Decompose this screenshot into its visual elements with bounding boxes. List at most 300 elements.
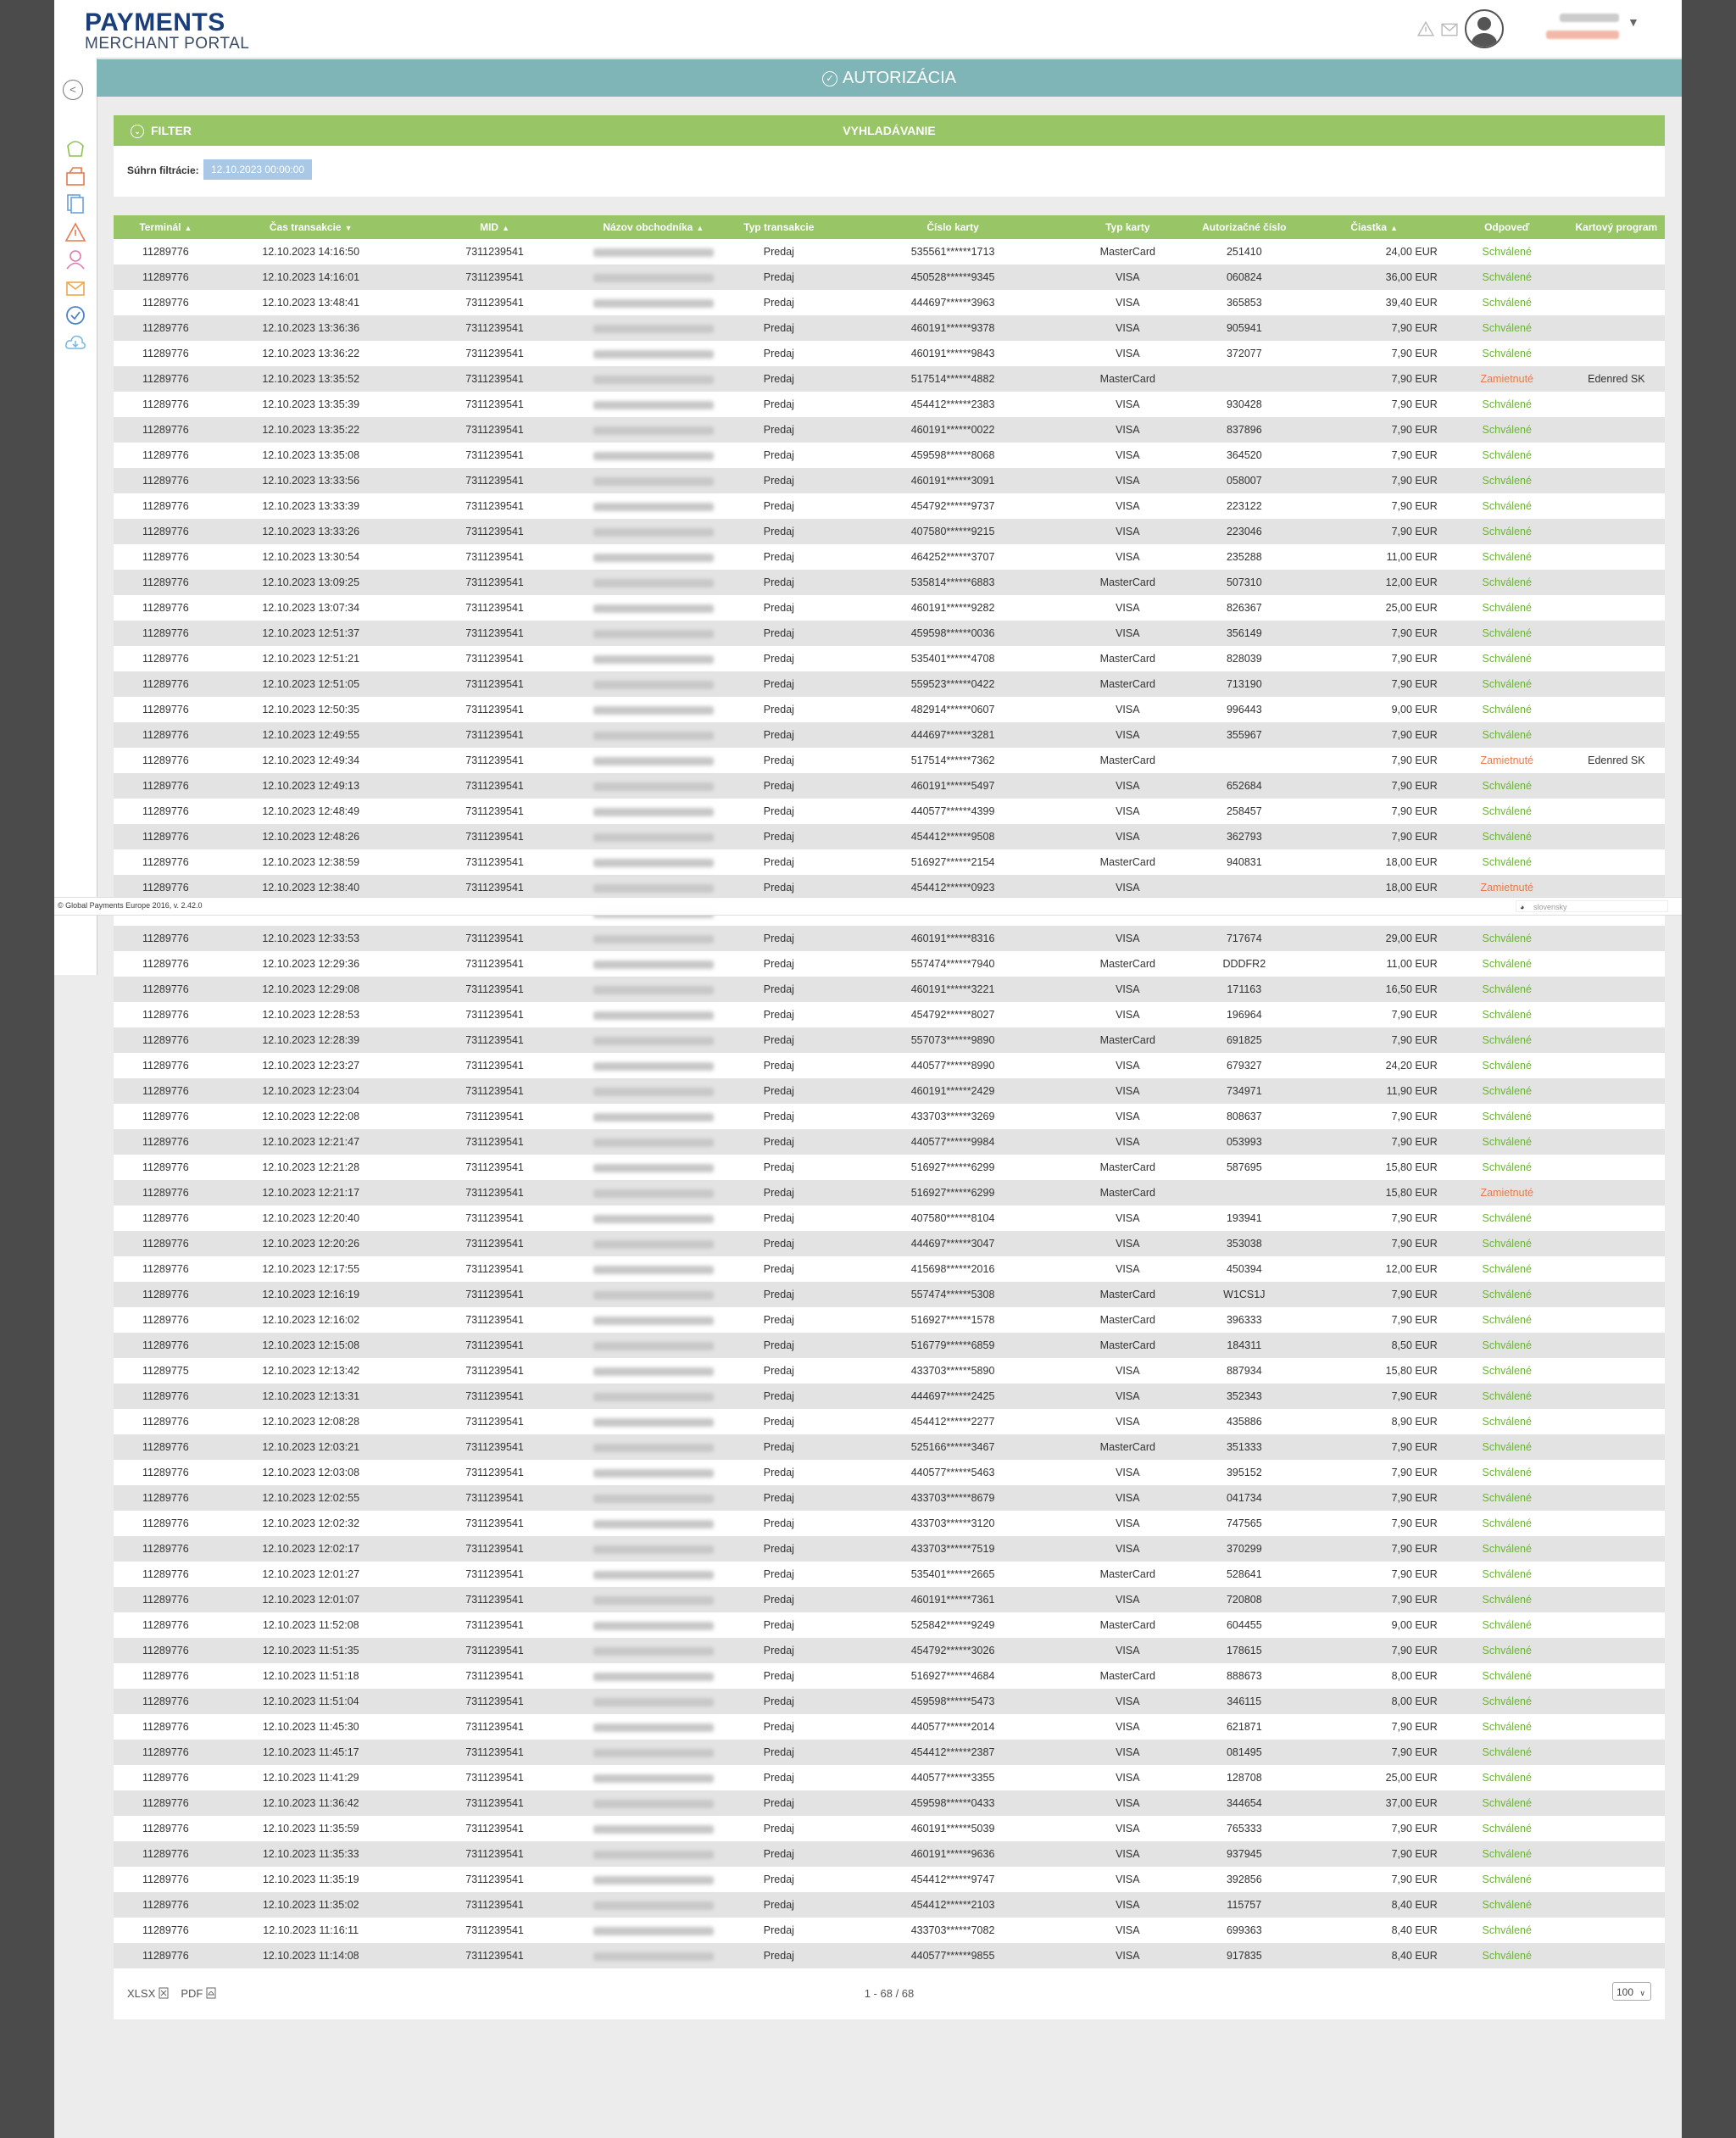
table-row[interactable] (114, 1562, 1665, 1587)
column-header-mid[interactable]: MID ▲ (404, 215, 586, 239)
table-row[interactable] (114, 849, 1665, 875)
table-row[interactable] (114, 1333, 1665, 1358)
cell-merchant (585, 799, 721, 824)
cell-time: 12.10.2023 12:38:40 (218, 875, 404, 900)
cell-terminal: 11289776 (114, 1027, 218, 1053)
table-row[interactable] (114, 926, 1665, 951)
cell-type: Predaj (763, 602, 794, 614)
cell-card-type: VISA (1116, 602, 1140, 614)
cell-terminal: 11289776 (114, 1434, 218, 1460)
cell-terminal: 11289776 (114, 977, 218, 1002)
table-row[interactable] (114, 977, 1665, 1002)
bottom-bar (54, 897, 1682, 916)
column-header-card-number[interactable]: Číslo karty (837, 215, 1070, 239)
cell-card-type: VISA (1070, 773, 1187, 799)
cell-terminal: 11289776 (142, 805, 189, 817)
cell-response: Schválené (1482, 653, 1532, 665)
cell-amount: 7,90 EUR (1303, 468, 1446, 493)
cell-time: 12.10.2023 12:22:08 (262, 1111, 360, 1122)
filter-chip-date[interactable]: 12.10.2023 00:00:00 (203, 159, 312, 180)
cell-card-type: VISA (1116, 1212, 1140, 1224)
cell-time: 12.10.2023 12:51:21 (262, 653, 360, 665)
cell-amount: 37,00 EUR (1303, 1790, 1446, 1816)
cell-card-type: VISA (1070, 1587, 1187, 1612)
cell-amount: 11,00 EUR (1386, 958, 1438, 970)
cell-terminal: 11289776 (114, 1485, 218, 1511)
cell-terminal: 11289776 (142, 1517, 189, 1529)
cell-time: 12.10.2023 12:20:26 (218, 1231, 404, 1256)
cell-amount: 7,90 EUR (1391, 653, 1438, 665)
cell-time: 12.10.2023 12:21:28 (262, 1161, 360, 1173)
cell-mid: 7311239541 (404, 1943, 586, 1968)
cell-card-number: 460191******0022 (837, 417, 1070, 443)
table-row[interactable] (114, 1892, 1665, 1918)
table-row[interactable] (114, 1536, 1665, 1562)
cell-card-program (1568, 1867, 1665, 1892)
table-row[interactable] (114, 1841, 1665, 1867)
documents-icon[interactable] (64, 193, 86, 214)
cell-type: Predaj (721, 1943, 836, 1968)
cell-terminal: 11289776 (114, 519, 218, 544)
cell-response: Schválené (1446, 977, 1568, 1002)
table-row[interactable] (114, 366, 1665, 392)
cell-type: Predaj (721, 1333, 836, 1358)
column-header-time[interactable]: Čas transakcie ▼ (218, 215, 404, 239)
table-row[interactable] (114, 290, 1665, 315)
table-row[interactable] (114, 1867, 1665, 1892)
sort-up-icon[interactable]: ▲ (502, 224, 510, 232)
cell-auth-code: 747565 (1226, 1517, 1262, 1529)
cell-card-type: VISA (1070, 1740, 1187, 1765)
table-row[interactable] (114, 468, 1665, 493)
merchant-name-redacted (593, 1266, 714, 1274)
table-row[interactable] (114, 1409, 1665, 1434)
column-header-response[interactable]: Odpoveď (1446, 215, 1568, 239)
table-row[interactable] (114, 392, 1665, 417)
cell-merchant (585, 1740, 721, 1765)
table-row[interactable] (114, 1790, 1665, 1816)
sort-down-icon[interactable]: ▼ (344, 224, 353, 232)
cell-card-number: 440577******9984 (837, 1129, 1070, 1155)
chevron-down-icon[interactable]: ▼ (1628, 15, 1639, 29)
merchant-name-redacted (593, 782, 714, 791)
cell-mid: 7311239541 (465, 449, 524, 461)
sort-up-icon[interactable]: ▲ (184, 224, 192, 232)
cell-response: Schválené (1482, 1823, 1532, 1835)
cell-auth-code: 041734 (1186, 1485, 1303, 1511)
cell-response: Schválené (1446, 1282, 1568, 1307)
cell-terminal: 11289776 (114, 1689, 218, 1714)
cell-mid: 7311239541 (465, 1772, 524, 1784)
table-row[interactable] (114, 1307, 1665, 1333)
cell-merchant (585, 697, 721, 722)
cell-response: Schválené (1482, 246, 1532, 258)
cell-time: 12.10.2023 13:33:56 (218, 468, 404, 493)
cell-mid: 7311239541 (465, 1467, 524, 1478)
column-header-card-type[interactable]: Typ karty (1070, 215, 1187, 239)
cell-merchant (585, 315, 721, 341)
cell-card-type: VISA (1116, 1924, 1140, 1936)
table-row[interactable] (114, 824, 1665, 849)
table-row[interactable] (114, 951, 1665, 977)
column-header-type[interactable]: Typ transakcie (721, 215, 836, 239)
table-row[interactable] (114, 1460, 1665, 1485)
table-row[interactable] (114, 773, 1665, 799)
cell-mid: 7311239541 (404, 1282, 586, 1307)
cell-merchant (585, 544, 721, 570)
cell-card-number: 454792******8027 (910, 1009, 995, 1021)
cell-card-type: VISA (1070, 977, 1187, 1002)
cell-time: 12.10.2023 12:29:36 (262, 958, 360, 970)
cell-card-type: VISA (1116, 704, 1140, 715)
cell-response: Schválené (1446, 926, 1568, 951)
cell-mid: 7311239541 (465, 1568, 524, 1580)
cell-response: Schválené (1482, 1416, 1532, 1428)
cell-card-number: 557073******9890 (837, 1027, 1070, 1053)
merchant-name-redacted (593, 1393, 714, 1401)
cell-mid: 7311239541 (465, 1670, 524, 1682)
table-row[interactable] (114, 1740, 1665, 1765)
cell-type: Predaj (721, 1282, 836, 1307)
cell-card-number: 535401******4708 (910, 653, 995, 665)
cell-time: 12.10.2023 12:02:32 (262, 1517, 360, 1529)
table-row[interactable] (114, 1638, 1665, 1663)
cell-card-program (1568, 1205, 1665, 1231)
cell-card-program (1568, 1307, 1665, 1333)
cell-mid: 7311239541 (465, 602, 524, 614)
sort-up-icon[interactable]: ▲ (1390, 224, 1398, 232)
cell-response: Schválené (1446, 621, 1568, 646)
cell-merchant (585, 1256, 721, 1282)
table-row[interactable] (114, 1155, 1665, 1180)
cell-time: 12.10.2023 12:21:47 (218, 1129, 404, 1155)
cell-type: Predaj (721, 1434, 836, 1460)
cell-card-number: 454792******3026 (837, 1638, 1070, 1663)
cell-time: 12.10.2023 13:36:22 (262, 348, 360, 359)
cell-terminal: 11289776 (114, 1943, 218, 1968)
cell-auth-code: 396333 (1226, 1314, 1262, 1326)
chevron-down-circle-icon[interactable]: ⌄ (131, 125, 144, 138)
cell-merchant (585, 951, 721, 977)
cell-merchant (585, 1053, 721, 1078)
cell-mid: 7311239541 (404, 366, 586, 392)
cell-type: Predaj (721, 519, 836, 544)
cell-type: Predaj (721, 926, 836, 951)
cell-response: Schválené (1446, 1333, 1568, 1358)
check-icon[interactable] (64, 305, 86, 326)
table-row[interactable] (114, 1943, 1665, 1968)
table-row[interactable] (114, 341, 1665, 366)
table-row[interactable] (114, 443, 1665, 468)
table-row[interactable] (114, 1027, 1665, 1053)
check-circle-icon: ✓ (822, 71, 837, 86)
globe-icon: ◕ (1520, 903, 1525, 911)
table-row[interactable] (114, 621, 1665, 646)
cell-terminal: 11289776 (114, 824, 218, 849)
cell-auth-code (1186, 748, 1303, 773)
cell-auth-code: 734971 (1186, 1078, 1303, 1104)
cell-card-type: VISA (1070, 315, 1187, 341)
table-row[interactable] (114, 1104, 1665, 1129)
table-row[interactable] (114, 1180, 1665, 1205)
cell-type: Predaj (763, 1060, 794, 1072)
cell-type: Predaj (721, 1485, 836, 1511)
cell-terminal: 11289776 (114, 468, 218, 493)
cell-terminal: 11289776 (114, 315, 218, 341)
sort-up-icon[interactable]: ▲ (696, 224, 704, 232)
table-row[interactable] (114, 493, 1665, 519)
table-row[interactable] (114, 1434, 1665, 1460)
table-row[interactable] (114, 1612, 1665, 1638)
cell-type: Predaj (763, 297, 794, 309)
cell-time: 12.10.2023 12:16:02 (262, 1314, 360, 1326)
wallet-icon[interactable] (64, 137, 86, 158)
merchant-name-redacted (593, 248, 714, 257)
cell-auth-code: 344654 (1186, 1790, 1303, 1816)
cell-type: Predaj (721, 1689, 836, 1714)
table-row[interactable] (114, 1816, 1665, 1841)
table-row[interactable] (114, 1384, 1665, 1409)
table-row[interactable] (114, 1002, 1665, 1027)
cell-card-program (1568, 926, 1665, 951)
cell-amount: 7,90 EUR (1391, 500, 1438, 512)
cell-response: Schválené (1446, 1943, 1568, 1968)
table-row[interactable] (114, 1231, 1665, 1256)
cell-terminal: 11289776 (114, 366, 218, 392)
cell-card-number: 460191******2429 (837, 1078, 1070, 1104)
cell-amount: 7,90 EUR (1303, 621, 1446, 646)
table-row[interactable] (114, 595, 1665, 621)
cell-mid: 7311239541 (465, 1111, 524, 1122)
cell-amount: 12,00 EUR (1303, 570, 1446, 595)
cell-card-program (1568, 417, 1665, 443)
filter-label: FILTER (151, 124, 192, 137)
cell-merchant (585, 1205, 721, 1231)
column-header-amount[interactable]: Čiastka ▲ (1303, 215, 1446, 239)
cell-merchant (585, 341, 721, 366)
cell-mid: 7311239541 (404, 926, 586, 951)
cell-mid: 7311239541 (465, 1161, 524, 1173)
cell-card-program (1568, 1282, 1665, 1307)
cell-card-type: VISA (1070, 1384, 1187, 1409)
cell-type: Predaj (721, 1892, 836, 1918)
table-row[interactable] (114, 722, 1665, 748)
cell-merchant (585, 1562, 721, 1587)
cell-response: Schválené (1446, 264, 1568, 290)
cell-card-type: VISA (1070, 1892, 1187, 1918)
cell-amount: 7,90 EUR (1391, 1823, 1438, 1835)
merchant-name-redacted (593, 1367, 714, 1376)
cell-response: Schválené (1446, 1841, 1568, 1867)
cell-mid: 7311239541 (404, 519, 586, 544)
table-row[interactable] (114, 1663, 1665, 1689)
column-header-auth-code[interactable]: Autorizačné číslo (1186, 215, 1303, 239)
cell-terminal: 11289776 (142, 1314, 189, 1326)
table-row[interactable] (114, 519, 1665, 544)
cell-auth-code: 604455 (1226, 1619, 1262, 1631)
table-row[interactable] (114, 646, 1665, 671)
cell-time: 12.10.2023 13:35:08 (262, 449, 360, 461)
merchant-name-redacted (593, 376, 714, 384)
cell-card-program (1568, 264, 1665, 290)
column-header-terminal[interactable]: Terminál ▲ (114, 215, 218, 239)
table-row[interactable] (114, 748, 1665, 773)
cell-auth-code: 837896 (1186, 417, 1303, 443)
cell-card-number: 454412******9508 (837, 824, 1070, 849)
cell-mid: 7311239541 (404, 264, 586, 290)
table-row[interactable] (114, 697, 1665, 722)
table-row[interactable] (114, 1282, 1665, 1307)
cell-merchant (585, 671, 721, 697)
table-row[interactable] (114, 417, 1665, 443)
cell-card-program (1568, 1180, 1665, 1205)
cell-response: Schválené (1446, 315, 1568, 341)
table-row[interactable] (114, 1256, 1665, 1282)
table-row[interactable] (114, 1485, 1665, 1511)
cell-terminal: 11289776 (114, 926, 218, 951)
table-row[interactable] (114, 264, 1665, 290)
cell-mid: 7311239541 (465, 1263, 524, 1275)
cell-time: 12.10.2023 12:33:53 (218, 926, 404, 951)
cell-auth-code: 058007 (1186, 468, 1303, 493)
cell-type: Predaj (763, 1467, 794, 1478)
page-size-select[interactable]: 100 ∨ (1612, 1982, 1651, 2001)
logo-title[interactable]: PAYMENTS (85, 8, 225, 36)
user-icon[interactable] (64, 249, 86, 270)
table-row[interactable] (114, 1587, 1665, 1612)
cell-response: Schválené (1482, 1060, 1532, 1072)
cell-time: 12.10.2023 12:21:17 (218, 1180, 404, 1205)
cell-amount: 7,90 EUR (1391, 1111, 1438, 1122)
cell-auth-code: 917835 (1186, 1943, 1303, 1968)
cell-auth-code: 888673 (1226, 1670, 1262, 1682)
cell-mid: 7311239541 (465, 754, 524, 766)
table-row[interactable] (114, 671, 1665, 697)
table-row[interactable] (114, 315, 1665, 341)
cell-card-number: 433703******8679 (837, 1485, 1070, 1511)
merchant-name-redacted (593, 706, 714, 715)
cell-response: Schválené (1446, 1384, 1568, 1409)
cell-time: 12.10.2023 11:14:08 (218, 1943, 404, 1968)
table-row[interactable] (114, 1714, 1665, 1740)
terminal-icon[interactable] (64, 166, 86, 187)
language-select[interactable]: ◕ slovensky (1516, 900, 1668, 912)
cell-mid: 7311239541 (465, 856, 524, 868)
cell-card-type: VISA (1070, 519, 1187, 544)
header (54, 0, 1682, 58)
cell-card-program (1568, 1053, 1665, 1078)
sidebar (54, 58, 97, 975)
user-avatar[interactable] (1465, 9, 1504, 48)
cell-card-type: VISA (1116, 297, 1140, 309)
warning-icon[interactable] (1417, 20, 1434, 37)
cell-auth-code (1186, 366, 1303, 392)
export-xlsx-button[interactable]: XLSX (127, 1987, 169, 2000)
cell-time: 12.10.2023 11:52:08 (262, 1619, 359, 1631)
table-row[interactable] (114, 1689, 1665, 1714)
cell-time: 12.10.2023 12:03:08 (262, 1467, 360, 1478)
cell-card-number: 454412******2103 (837, 1892, 1070, 1918)
cell-merchant (585, 977, 721, 1002)
table-row[interactable] (114, 1053, 1665, 1078)
cell-type: Predaj (763, 246, 794, 258)
table-row[interactable] (114, 799, 1665, 824)
table-row[interactable] (114, 239, 1665, 264)
cell-merchant (585, 519, 721, 544)
filter-bar[interactable] (114, 115, 1665, 146)
page-title-bar (97, 59, 1682, 97)
cell-card-type: VISA (1070, 1638, 1187, 1663)
export-pdf-button[interactable]: PDF (181, 1987, 216, 2000)
cell-merchant (585, 1689, 721, 1714)
user-menu[interactable] (1546, 14, 1639, 39)
cloud-download-icon[interactable] (64, 332, 86, 353)
table-row[interactable] (114, 1129, 1665, 1155)
cell-amount: 24,20 EUR (1385, 1060, 1438, 1072)
cell-card-program (1568, 1155, 1665, 1180)
column-header-card-program[interactable]: Kartový program (1568, 215, 1665, 239)
cell-card-type: MasterCard (1099, 1619, 1155, 1631)
chevron-left-icon[interactable]: < (63, 80, 83, 100)
warning-icon[interactable] (64, 222, 86, 242)
cell-card-type: VISA (1116, 1111, 1140, 1122)
merchant-name-redacted (593, 350, 714, 359)
cell-terminal: 11289776 (114, 722, 218, 748)
cell-card-number: 460191******9636 (837, 1841, 1070, 1867)
table-row[interactable] (114, 1078, 1665, 1104)
cell-auth-code: 235288 (1226, 551, 1262, 563)
cell-mid: 7311239541 (404, 1384, 586, 1409)
cell-time: 12.10.2023 12:28:39 (218, 1027, 404, 1053)
mail-icon[interactable] (64, 278, 86, 298)
cell-terminal: 11289776 (114, 1384, 218, 1409)
mail-icon[interactable] (1441, 21, 1458, 38)
cell-auth-code: 713190 (1186, 671, 1303, 697)
cell-amount: 7,90 EUR (1303, 315, 1446, 341)
cell-amount: 7,90 EUR (1391, 805, 1438, 817)
table-row[interactable] (114, 1358, 1665, 1384)
cell-time: 12.10.2023 11:35:59 (262, 1823, 359, 1835)
cell-card-type: MasterCard (1070, 366, 1187, 392)
cell-mid: 7311239541 (465, 1416, 524, 1428)
table-row[interactable] (114, 1918, 1665, 1943)
table-row[interactable] (114, 1765, 1665, 1790)
table-row[interactable] (114, 1511, 1665, 1536)
cell-response: Schválené (1446, 1536, 1568, 1562)
cell-terminal: 11289775 (142, 1365, 189, 1377)
cell-terminal: 11289776 (114, 1129, 218, 1155)
cell-card-number: 433703******3269 (910, 1111, 995, 1122)
cell-mid: 7311239541 (465, 805, 524, 817)
table-row[interactable] (114, 544, 1665, 570)
cell-card-type: MasterCard (1070, 1027, 1187, 1053)
table-row[interactable] (114, 570, 1665, 595)
cell-card-type: VISA (1116, 551, 1140, 563)
merchant-name-redacted (593, 274, 714, 282)
cell-card-type: VISA (1116, 1416, 1140, 1428)
cell-card-program (1568, 824, 1665, 849)
cell-terminal: 11289776 (114, 875, 218, 900)
filter-toggle[interactable] (131, 115, 192, 146)
column-header-merchant[interactable]: Názov obchodníka ▲ (585, 215, 721, 239)
cell-time: 12.10.2023 14:16:01 (218, 264, 404, 290)
cell-type: Predaj (763, 348, 794, 359)
table-row[interactable] (114, 1205, 1665, 1231)
cell-terminal: 11289776 (142, 1721, 189, 1733)
cell-card-program: Edenred SK (1568, 366, 1665, 392)
cell-amount: 7,90 EUR (1303, 1282, 1446, 1307)
cell-card-type: VISA (1116, 449, 1140, 461)
